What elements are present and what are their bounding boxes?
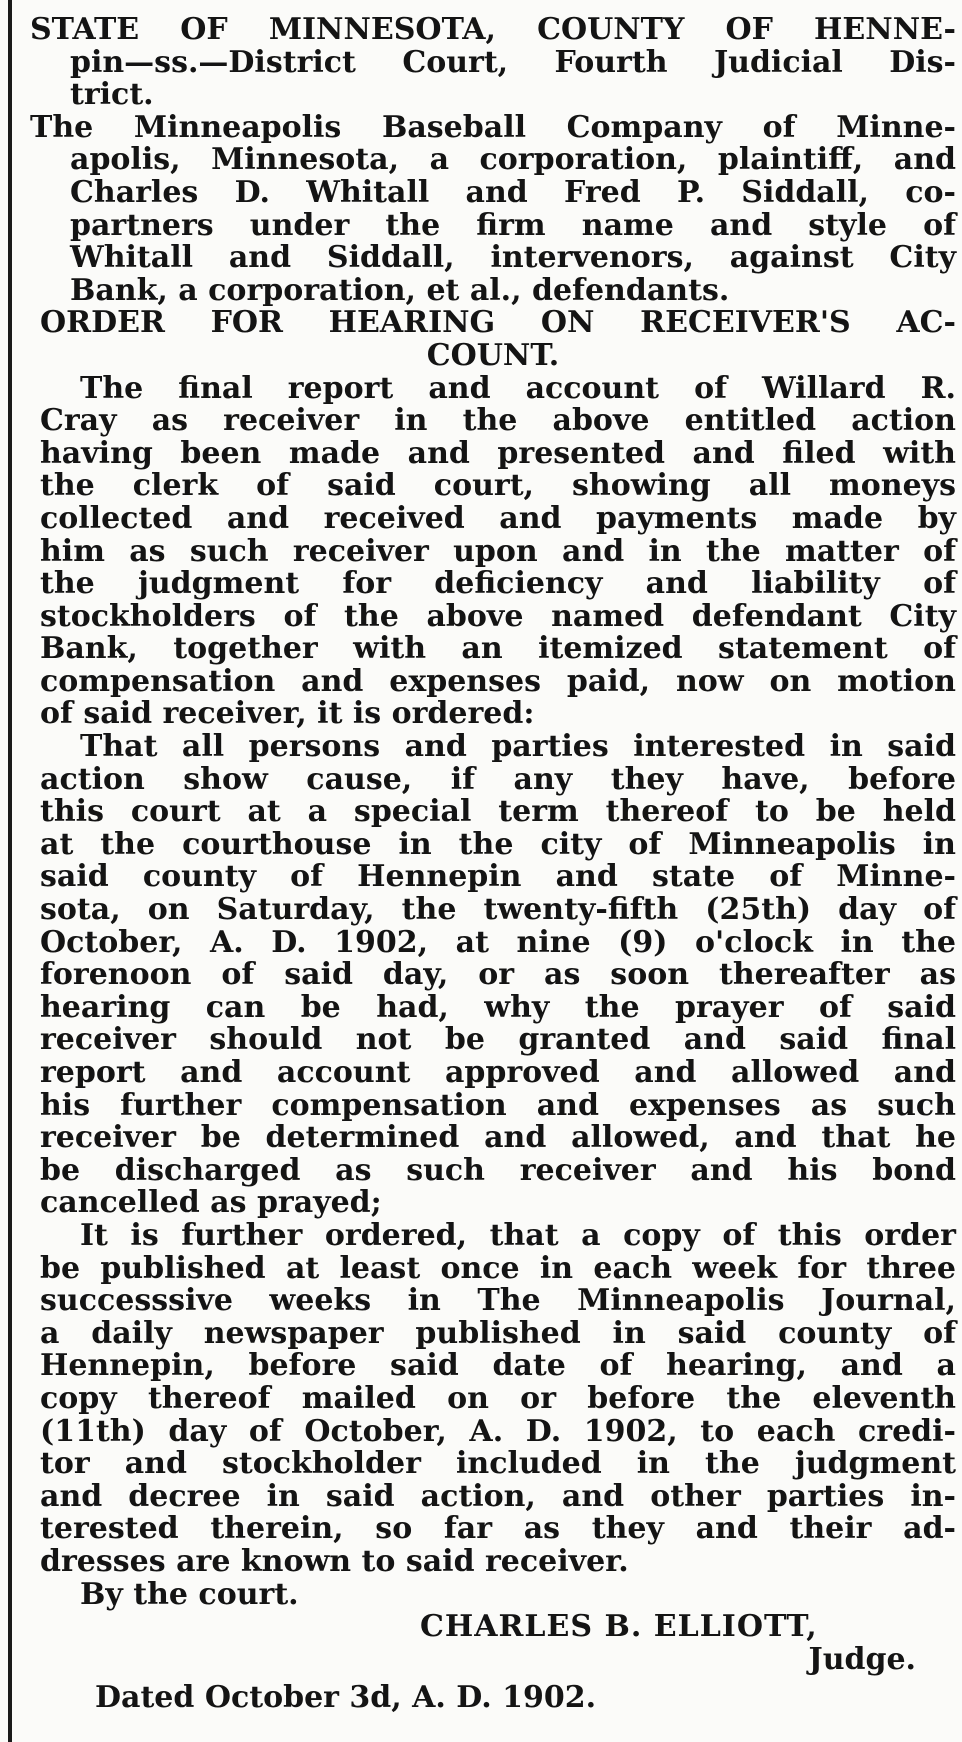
title-line: ORDER FOR HEARING ON RECEIVER'S AC- bbox=[40, 305, 956, 341]
body-line: be published at least once in each week for three bbox=[40, 1250, 956, 1286]
venue-line: STATE OF MINNESOTA, COUNTY OF HENNE- bbox=[30, 12, 956, 47]
body-line: stockholders of the above named defendant City bbox=[40, 598, 956, 634]
body-line: It is further ordered, that a copy of this order bbox=[80, 1217, 956, 1253]
body-line: the judgment for deficiency and liability of bbox=[40, 566, 956, 602]
body-line: at the courthouse in the city of Minneapolis in bbox=[40, 826, 956, 862]
body-line: cancelled as prayed; bbox=[40, 1185, 382, 1221]
body-line: this court at a special term thereof to be held bbox=[40, 794, 956, 830]
parties-block bbox=[30, 109, 956, 308]
body-line: (11th) day of October, A. D. 1902, to each credi- bbox=[40, 1413, 956, 1449]
by-the-court: By the court. bbox=[80, 1576, 299, 1612]
body-line: his further compensation and expenses as such bbox=[40, 1087, 956, 1123]
title-line: COUNT. bbox=[426, 337, 560, 373]
body-line: Cray as receiver in the above entitled action bbox=[40, 403, 956, 439]
paragraph-report bbox=[30, 370, 956, 732]
body-line: him as such receiver upon and in the matter of bbox=[40, 533, 956, 569]
body-line: report and account approved and allowed and bbox=[40, 1055, 956, 1090]
body-line: collected and received and payments made by bbox=[40, 500, 956, 536]
parties-line: Charles D. Whitall and Fred P. Siddall, co- bbox=[70, 174, 956, 210]
body-line: tor and stockholder included in the judgment bbox=[40, 1446, 956, 1482]
venue-block bbox=[30, 14, 956, 112]
parties-line: partners under the firm name and style of bbox=[70, 207, 956, 243]
paragraph-show-cause bbox=[30, 731, 956, 1220]
parties-line: Bank, a corporation, et al., defendants. bbox=[70, 272, 730, 308]
body-line: a daily newspaper published in said county of bbox=[40, 1315, 956, 1351]
order-title bbox=[30, 307, 956, 372]
body-line: compensation and expenses paid, now on motion bbox=[40, 663, 956, 699]
body-line: dresses are known to said receiver. bbox=[40, 1543, 629, 1579]
body-line: having been made and presented and filed with bbox=[40, 435, 956, 471]
body-line: Hennepin, before said date of hearing, and a bbox=[40, 1348, 956, 1384]
judge-name: CHARLES B. ELLIOTT, bbox=[420, 1609, 818, 1645]
parties-line: The Minneapolis Baseball Company of Minne- bbox=[30, 109, 956, 145]
body-line: receiver be determined and allowed, and that he bbox=[40, 1120, 956, 1156]
dated-line: Dated October 3d, A. D. 1902. bbox=[95, 1680, 597, 1716]
body-line: successsive weeks in The Minneapolis Journal, bbox=[40, 1283, 956, 1319]
body-line: copy thereof mailed on or before the eleventh bbox=[40, 1380, 956, 1416]
body-line: October, A. D. 1902, at nine (9) o'clock in the bbox=[40, 924, 956, 960]
venue-line: pin—ss.—District Court, Fourth Judicial Dis- bbox=[70, 44, 956, 80]
parties-line: Whitall and Siddall, intervenors, against City bbox=[70, 240, 956, 276]
body-line: receiver should not be granted and said final bbox=[40, 1022, 956, 1058]
body-line: forenoon of said day, or as soon thereafter as bbox=[40, 957, 956, 993]
column-rule bbox=[8, 0, 12, 1742]
judge-title: Judge. bbox=[808, 1641, 916, 1677]
body-line: The final report and account of Willard R. bbox=[80, 370, 956, 406]
body-line: said county of Hennepin and state of Minne- bbox=[40, 859, 956, 895]
legal-notice bbox=[30, 14, 956, 1715]
paragraph-publication bbox=[30, 1217, 956, 1579]
body-line: of said receiver, it is ordered: bbox=[40, 696, 535, 732]
body-line: Bank, together with an itemized statement of bbox=[40, 631, 956, 667]
body-line: terested therein, so far as they and their ad- bbox=[40, 1511, 956, 1547]
parties-line: apolis, Minnesota, a corporation, plaintiff, and bbox=[70, 142, 956, 178]
body-line: the clerk of said court, showing all moneys bbox=[40, 468, 956, 504]
body-line: action show cause, if any they have, before bbox=[40, 761, 956, 797]
body-line: be discharged as such receiver and his bond bbox=[40, 1152, 956, 1188]
body-line: and decree in said action, and other parties in- bbox=[40, 1478, 956, 1514]
body-line: hearing can be had, why the prayer of said bbox=[40, 989, 956, 1025]
body-line: sota, on Saturday, the twenty-fifth (25th) day of bbox=[40, 892, 956, 928]
body-line: That all persons and parties interested in said bbox=[80, 729, 956, 765]
venue-line: trict. bbox=[70, 77, 154, 113]
